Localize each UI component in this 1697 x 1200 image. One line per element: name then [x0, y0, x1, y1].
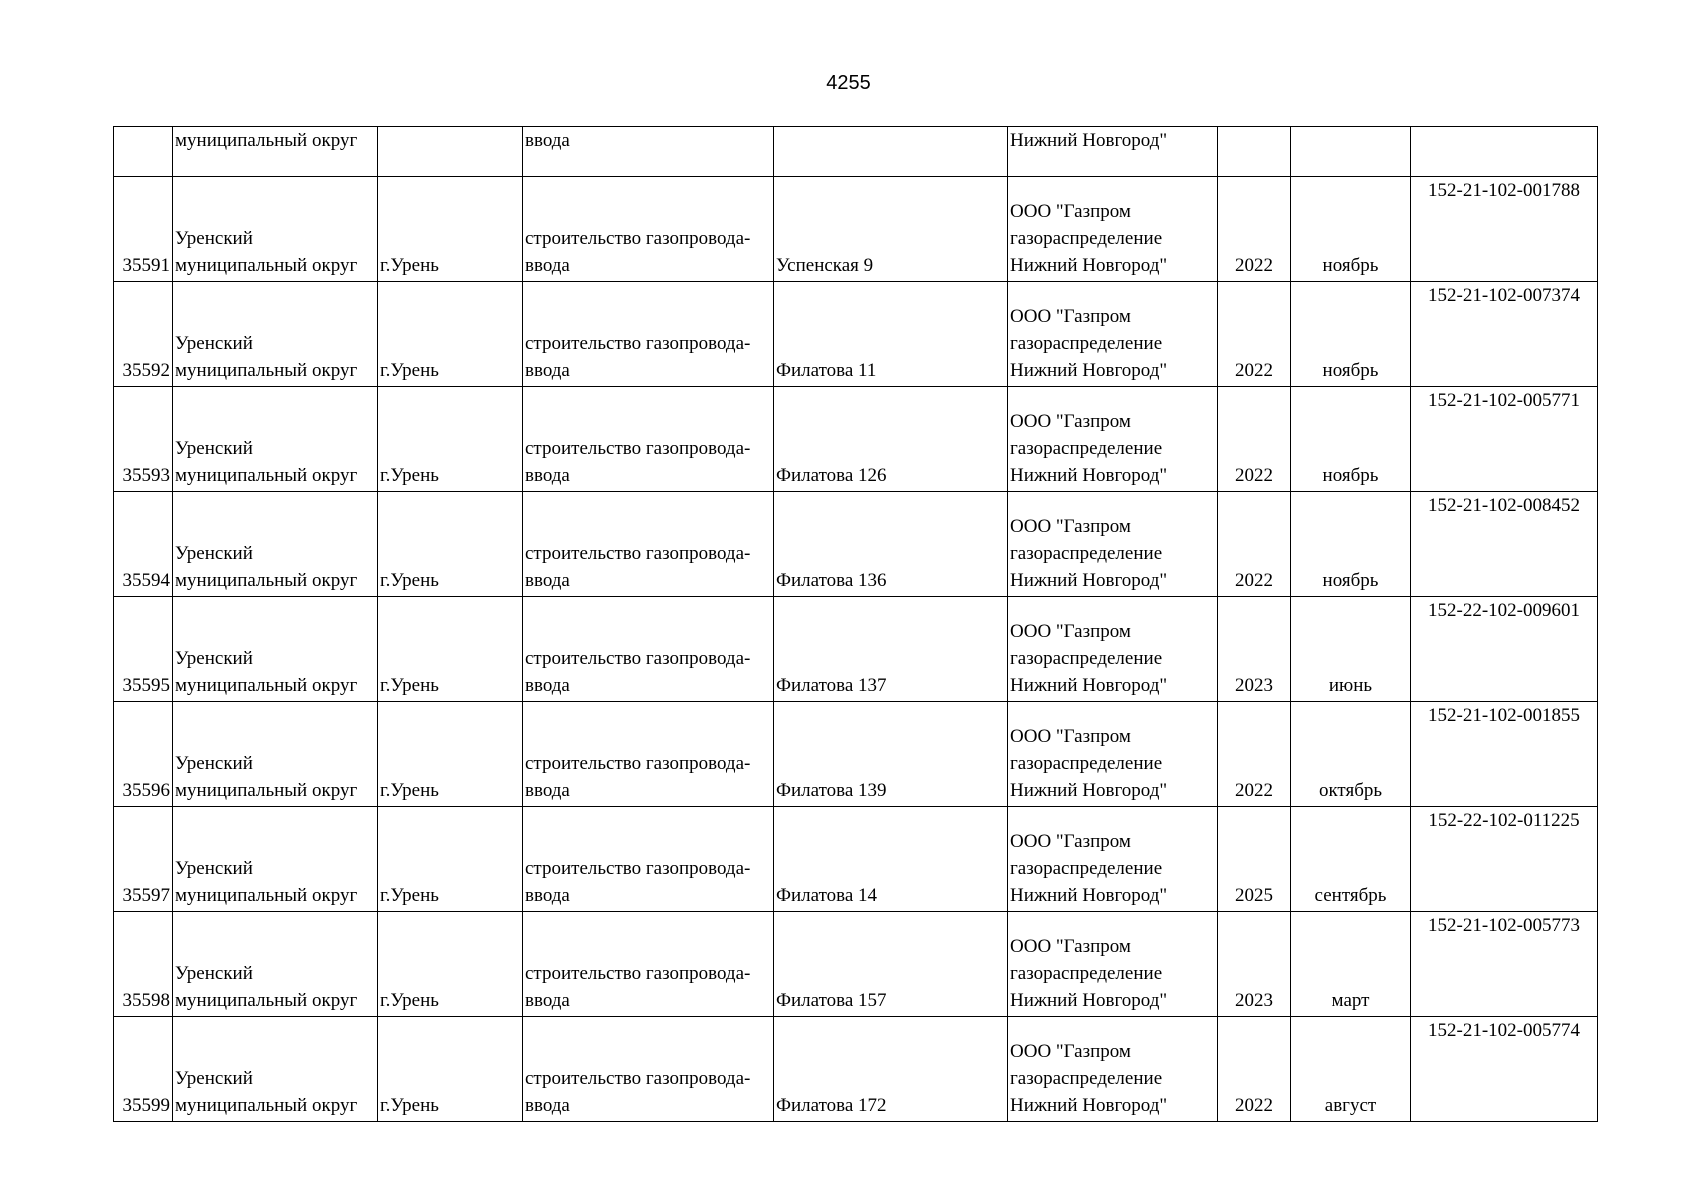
work-line-2: ввода — [525, 255, 570, 276]
city: г.Урень — [380, 675, 439, 696]
cell-address — [774, 912, 1008, 1017]
cell-num — [114, 1017, 173, 1122]
work-line-2: ввода — [525, 885, 570, 906]
city: г.Урень — [380, 1095, 439, 1116]
org-line-1: ООО "Газпром — [1010, 621, 1131, 642]
cell-num — [114, 282, 173, 387]
work-line-2: ввода — [525, 780, 570, 801]
row-number: 35591 — [122, 255, 170, 276]
cell-num — [114, 492, 173, 597]
month: ноябрь — [1322, 570, 1379, 591]
cell-year — [1218, 807, 1291, 912]
cell-org: Нижний Новгород" — [1008, 127, 1218, 177]
org-line-3: Нижний Новгород" — [1010, 465, 1168, 486]
district-line-1: Уренский — [175, 858, 253, 879]
city: г.Урень — [380, 780, 439, 801]
cell-month — [1291, 177, 1411, 282]
year: 2022 — [1235, 570, 1273, 591]
cell-month — [1291, 912, 1411, 1017]
year: 2022 — [1235, 360, 1273, 381]
object-code: 152-21-102-001788 — [1428, 180, 1580, 201]
org-line-1: ООО "Газпром — [1010, 726, 1131, 747]
org-line-1: ООО "Газпром — [1010, 831, 1131, 852]
district-line-1: Уренский — [175, 753, 253, 774]
cell-year — [1218, 177, 1291, 282]
work-line-2: ввода — [525, 1095, 570, 1116]
object-code: 152-22-102-011225 — [1428, 810, 1580, 831]
object-code: 152-22-102-009601 — [1428, 600, 1580, 621]
work-line-1: строительство газопровода- — [525, 963, 751, 984]
district-line-1: Уренский — [175, 648, 253, 669]
cell-month — [1291, 1017, 1411, 1122]
cell-district: муниципальный округ — [173, 127, 378, 177]
org-line-1: ООО "Газпром — [1010, 936, 1131, 957]
work-line-1: строительство газопровода- — [525, 228, 751, 249]
cell-num — [114, 912, 173, 1017]
org-line-3: Нижний Новгород" — [1010, 1095, 1168, 1116]
cell-address — [774, 282, 1008, 387]
row-number: 35597 — [122, 885, 170, 906]
cell-month — [1291, 807, 1411, 912]
cell-org — [1008, 387, 1218, 492]
district-line-2: муниципальный округ — [175, 465, 358, 486]
cell-work — [523, 282, 774, 387]
cell-work — [523, 492, 774, 597]
year: 2022 — [1235, 255, 1273, 276]
work-line-2: ввода — [525, 990, 570, 1011]
cell-month — [1291, 492, 1411, 597]
cell-address — [774, 177, 1008, 282]
work-line-1: строительство газопровода- — [525, 858, 751, 879]
cell-city — [378, 597, 523, 702]
cell-code — [1411, 912, 1598, 1017]
table-row — [114, 387, 1598, 492]
object-code: 152-21-102-008452 — [1428, 495, 1580, 516]
cell-code — [1411, 807, 1598, 912]
district-line-2: муниципальный округ — [175, 1095, 358, 1116]
cell-address — [774, 597, 1008, 702]
row-number: 35592 — [122, 360, 170, 381]
org-line-2: газораспределение — [1010, 858, 1163, 879]
table-row — [114, 1017, 1598, 1122]
district-line-2: муниципальный округ — [175, 780, 358, 801]
cell-org — [1008, 282, 1218, 387]
cell-year — [1218, 702, 1291, 807]
work-line-1: строительство газопровода- — [525, 753, 751, 774]
cell-num — [114, 807, 173, 912]
table-row — [114, 492, 1598, 597]
cell-year — [1218, 387, 1291, 492]
cell-work: ввода — [523, 127, 774, 177]
cell-district — [173, 912, 378, 1017]
cell-city — [378, 807, 523, 912]
cell-city — [378, 702, 523, 807]
org-line-1: ООО "Газпром — [1010, 411, 1131, 432]
work-line-1: строительство газопровода- — [525, 543, 751, 564]
cell-district — [173, 387, 378, 492]
cell-work — [523, 807, 774, 912]
city: г.Урень — [380, 465, 439, 486]
row-number: 35594 — [122, 570, 170, 591]
cell-city — [378, 1017, 523, 1122]
year: 2022 — [1235, 780, 1273, 801]
object-code: 152-21-102-007374 — [1428, 285, 1580, 306]
cell-year — [1218, 282, 1291, 387]
org-line-3: Нижний Новгород" — [1010, 885, 1168, 906]
object-code: 152-21-102-005773 — [1428, 915, 1580, 936]
cell-address — [774, 702, 1008, 807]
district-line-2: муниципальный округ — [175, 675, 358, 696]
org-line-2: газораспределение — [1010, 1068, 1163, 1089]
cell-org — [1008, 702, 1218, 807]
cell-district — [173, 177, 378, 282]
cell-city — [378, 177, 523, 282]
cell-code — [1411, 702, 1598, 807]
district-line-1: Уренский — [175, 438, 253, 459]
org-line-3: Нижний Новгород" — [1010, 360, 1168, 381]
cell-code — [1411, 387, 1598, 492]
district-line-2: муниципальный округ — [175, 570, 358, 591]
district-line-2: муниципальный округ — [175, 990, 358, 1011]
address: Филатова 137 — [776, 675, 887, 696]
org-line-2: газораспределение — [1010, 648, 1163, 669]
year: 2022 — [1235, 1095, 1273, 1116]
district-line-1: Уренский — [175, 543, 253, 564]
cell-work — [523, 1017, 774, 1122]
month: ноябрь — [1322, 255, 1379, 276]
cell-year — [1218, 1017, 1291, 1122]
month: июнь — [1328, 675, 1373, 696]
cell-num — [114, 127, 173, 177]
work-line-2: ввода — [525, 570, 570, 591]
org-line-2: газораспределение — [1010, 228, 1163, 249]
object-code: 152-21-102-005771 — [1428, 390, 1580, 411]
work-line-2: ввода — [525, 465, 570, 486]
org-line-2: газораспределение — [1010, 963, 1163, 984]
city: г.Урень — [380, 255, 439, 276]
address: Филатова 136 — [776, 570, 887, 591]
cell-num — [114, 177, 173, 282]
district-line-2: муниципальный округ — [175, 360, 358, 381]
month: ноябрь — [1322, 465, 1379, 486]
address: Филатова 126 — [776, 465, 887, 486]
org-line-1: ООО "Газпром — [1010, 201, 1131, 222]
cell-month — [1291, 387, 1411, 492]
cell-work — [523, 177, 774, 282]
org-line-2: газораспределение — [1010, 438, 1163, 459]
row-number: 35598 — [122, 990, 170, 1011]
year: 2022 — [1235, 465, 1273, 486]
city: г.Урень — [380, 360, 439, 381]
object-code: 152-21-102-001855 — [1428, 705, 1580, 726]
district-line-1: Уренский — [175, 228, 253, 249]
cell-work — [523, 912, 774, 1017]
table-row — [114, 282, 1598, 387]
work-line-1: строительство газопровода- — [525, 438, 751, 459]
cell-district — [173, 597, 378, 702]
cell-num — [114, 702, 173, 807]
cell-city — [378, 912, 523, 1017]
table-row — [114, 177, 1598, 282]
table-row — [114, 597, 1598, 702]
org-line-2: газораспределение — [1010, 543, 1163, 564]
table-row — [114, 912, 1598, 1017]
cell-work — [523, 702, 774, 807]
org-line-2: газораспределение — [1010, 753, 1163, 774]
district-line-2: муниципальный округ — [175, 885, 358, 906]
cell-org — [1008, 1017, 1218, 1122]
cell-org — [1008, 807, 1218, 912]
work-line-1: строительство газопровода- — [525, 1068, 751, 1089]
address: Филатова 172 — [776, 1095, 887, 1116]
district-line-1: Уренский — [175, 1068, 253, 1089]
city: г.Урень — [380, 990, 439, 1011]
gas-connection-table — [113, 126, 1598, 1122]
month: октябрь — [1318, 780, 1383, 801]
cell-district — [173, 282, 378, 387]
cell-code — [1411, 177, 1598, 282]
cell-work — [523, 597, 774, 702]
org-line-1: ООО "Газпром — [1010, 516, 1131, 537]
row-number: 35593 — [122, 465, 170, 486]
org-line-3: Нижний Новгород" — [1010, 780, 1168, 801]
org-line-3: Нижний Новгород" — [1010, 255, 1168, 276]
table-row — [114, 702, 1598, 807]
org-line-3: Нижний Новгород" — [1010, 675, 1168, 696]
cell-num — [114, 597, 173, 702]
page-number: 4255 — [826, 72, 871, 94]
table-row — [114, 807, 1598, 912]
month: март — [1331, 990, 1370, 1011]
cell-year — [1218, 597, 1291, 702]
cell-address — [774, 807, 1008, 912]
org-line-1: ООО "Газпром — [1010, 306, 1131, 327]
cell-code — [1411, 1017, 1598, 1122]
cell-address — [774, 387, 1008, 492]
cell-address — [774, 1017, 1008, 1122]
cell-year — [1218, 912, 1291, 1017]
work-line-2: ввода — [525, 675, 570, 696]
cell-address — [774, 127, 1008, 177]
org-line-1: ООО "Газпром — [1010, 1041, 1131, 1062]
month: сентябрь — [1314, 885, 1387, 906]
cell-org — [1008, 492, 1218, 597]
cell-num — [114, 387, 173, 492]
cell-code — [1411, 127, 1598, 177]
year: 2023 — [1235, 675, 1273, 696]
object-code: 152-21-102-005774 — [1428, 1020, 1580, 1041]
city: г.Урень — [380, 885, 439, 906]
cell-month — [1291, 127, 1411, 177]
cell-year — [1218, 492, 1291, 597]
cell-month — [1291, 282, 1411, 387]
cell-org — [1008, 597, 1218, 702]
cell-city — [378, 127, 523, 177]
cell-district — [173, 702, 378, 807]
cell-code — [1411, 597, 1598, 702]
year: 2025 — [1235, 885, 1273, 906]
address: Филатова 157 — [776, 990, 887, 1011]
continuation-row — [114, 127, 1598, 177]
cell-org — [1008, 912, 1218, 1017]
work-line-2: ввода — [525, 360, 570, 381]
cell-city — [378, 282, 523, 387]
district-line-2: муниципальный округ — [175, 255, 358, 276]
address: Успенская 9 — [776, 255, 874, 276]
cell-org — [1008, 177, 1218, 282]
org-line-3: Нижний Новгород" — [1010, 990, 1168, 1011]
cell-district — [173, 492, 378, 597]
org-line-2: газораспределение — [1010, 333, 1163, 354]
work-line-1: строительство газопровода- — [525, 648, 751, 669]
cell-month — [1291, 597, 1411, 702]
cell-code — [1411, 492, 1598, 597]
year: 2023 — [1235, 990, 1273, 1011]
month: ноябрь — [1322, 360, 1379, 381]
address: Филатова 139 — [776, 780, 887, 801]
work-line-1: строительство газопровода- — [525, 333, 751, 354]
cell-city — [378, 387, 523, 492]
city: г.Урень — [380, 570, 439, 591]
org-line-3: Нижний Новгород" — [1010, 570, 1168, 591]
cell-address — [774, 492, 1008, 597]
row-number: 35599 — [122, 1095, 170, 1116]
month: август — [1324, 1095, 1377, 1116]
cell-work — [523, 387, 774, 492]
cell-code — [1411, 282, 1598, 387]
cell-district — [173, 1017, 378, 1122]
cell-month — [1291, 702, 1411, 807]
cell-city — [378, 492, 523, 597]
address: Филатова 11 — [776, 360, 877, 381]
row-number: 35596 — [122, 780, 170, 801]
address: Филатова 14 — [776, 885, 878, 906]
district-line-1: Уренский — [175, 333, 253, 354]
cell-year — [1218, 127, 1291, 177]
district-line-1: Уренский — [175, 963, 253, 984]
row-number: 35595 — [122, 675, 170, 696]
cell-district — [173, 807, 378, 912]
